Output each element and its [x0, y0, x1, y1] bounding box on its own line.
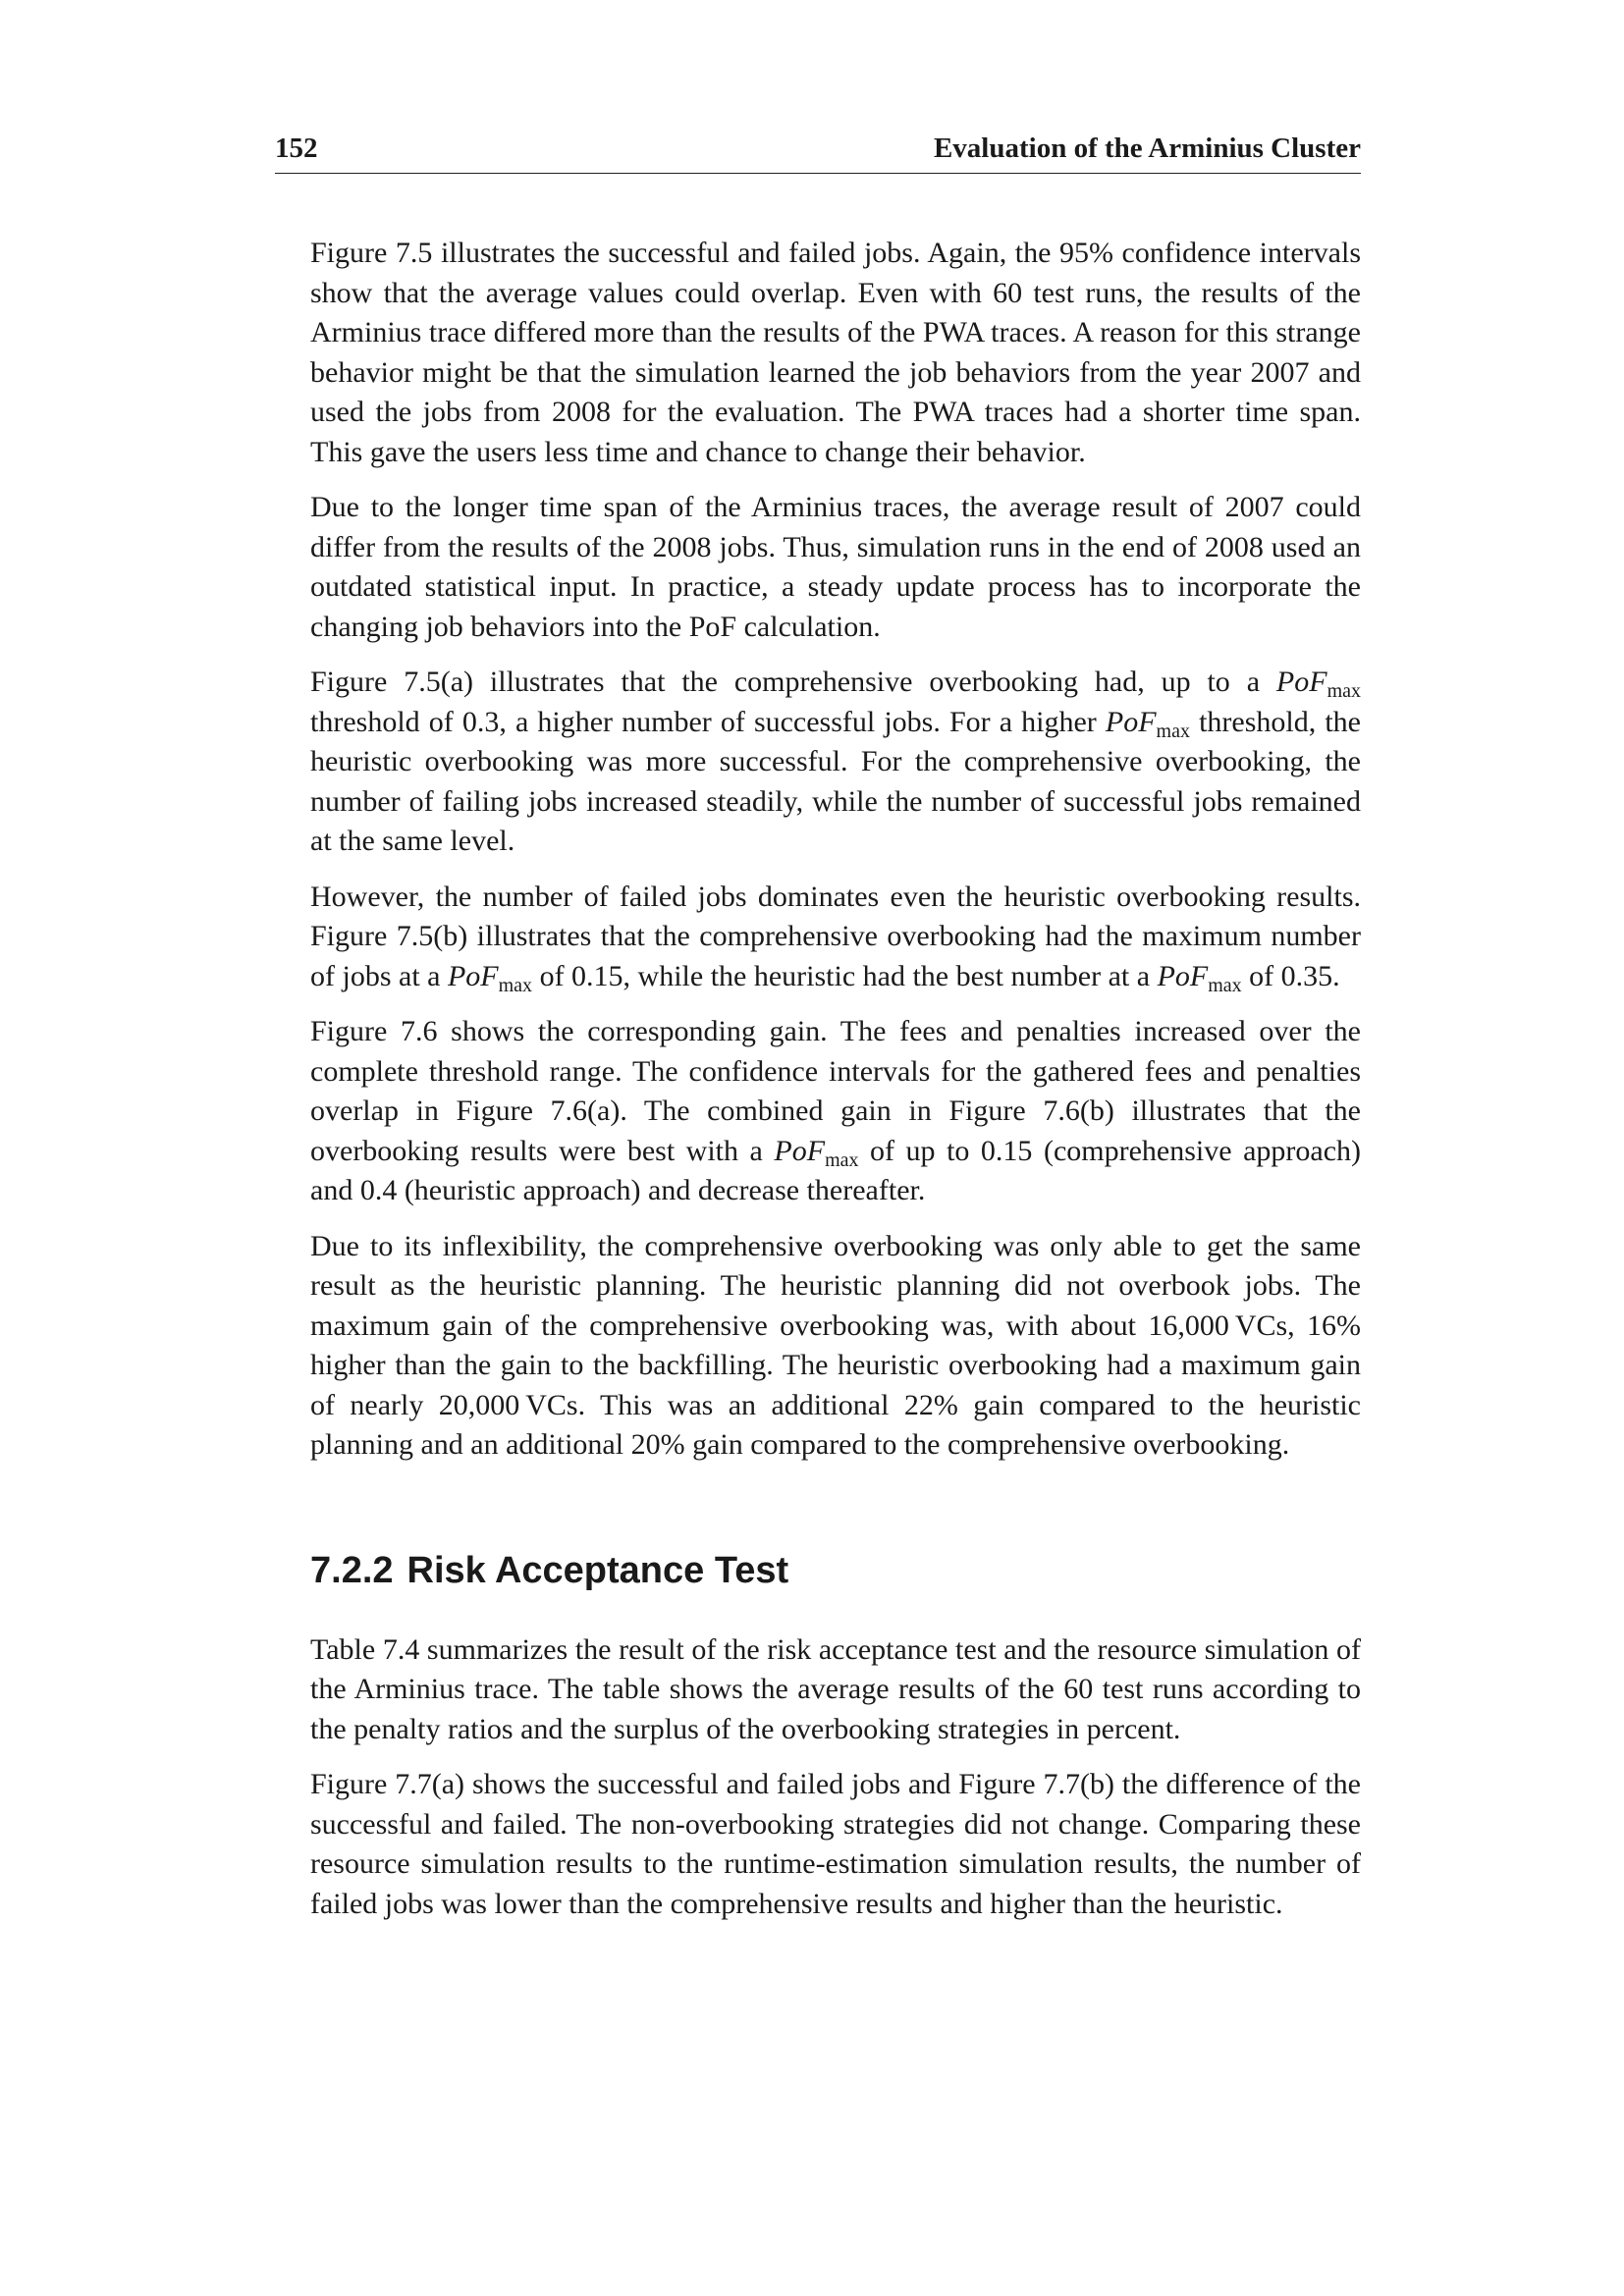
text-run: Due to the longer time span of the Arminius traces, the average result of 2007 could differ from the results of the 2008 jobs. Thus, simulation runs in the end of 2008 used an outdated statistical input. In practice, a steady update process has to incorporate the changing job behaviors into the PoF calculation.	[310, 491, 1361, 643]
text-run: Figure 7.7(a) shows the successful and failed jobs and Figure 7.7(b) the difference of the successful and failed. The non-overbooking strategies did not change. Comparing these resource simulation results to the runtime-estimation simulation results, the number of failed jobs was lower than the comprehensive results and higher than the heuristic.	[310, 1768, 1361, 1920]
pof-max-symbol	[447, 959, 533, 996]
text-run: threshold, the heuristic overbooking was more successful. For the comprehensive overbooking, the number of failing jobs increased steadily, while the number of successful jobs remained at the same level.	[310, 705, 1361, 857]
page-number: 152	[275, 133, 318, 164]
text-run: Figure 7.5 illustrates the successful and failed jobs. Again, the 95% confidence intervals show that the average values could overlap. Even with 60 test runs, the results of the Arminius trace differed more than the results of the PWA traces. A reason for this strange behavior might be that the simulation learned the job behaviors from the year 2007 and used the jobs from 2008 for the evaluation. The PWA traces had a shorter time span. This gave the users less time and chance to change their behavior.	[310, 237, 1361, 468]
paragraph	[310, 234, 1361, 472]
text-run: of 0.15, while the heuristic had the best number at a	[532, 959, 1158, 992]
text-run: of up to 0.15 (comprehensive approach) and 0.4 (heuristic approach) and decrease thereafter.	[310, 1134, 1362, 1206]
page-header	[275, 130, 1361, 174]
text-run: of 0.35.	[1241, 959, 1340, 992]
paragraph	[310, 1630, 1361, 1750]
text-run: Table 7.4 summarizes the result of the risk acceptance test and the resource simulation of the Arminius trace. The table shows the average results of the 60 test runs according to the penalty ratios and the surplus of the overbooking strategies in percent.	[310, 1632, 1361, 1745]
pof-symbol: PoF	[1105, 705, 1157, 738]
paragraph	[310, 878, 1361, 997]
max-subscript: max	[1326, 680, 1361, 702]
paragraphs-after-section	[310, 1630, 1361, 1925]
pof-max-symbol	[1157, 959, 1242, 996]
max-subscript: max	[1156, 720, 1190, 742]
max-subscript: max	[1208, 974, 1242, 996]
pof-symbol: PoF	[1275, 666, 1327, 698]
body-text	[310, 234, 1361, 1940]
paragraph	[310, 663, 1361, 862]
text-run: Figure 7.6 shows the corresponding gain. The fees and penalties increased over the complete threshold range. The confidence intervals for the gathered fees and penalties overlap in Figure 7.6(a). The combined gain in Figure 7.6(b) illustrates that the overbooking results were best with a	[310, 1015, 1361, 1167]
running-title: Evaluation of the Arminius Cluster	[933, 133, 1361, 164]
pof-symbol: PoF	[1157, 959, 1209, 992]
section-heading	[310, 1548, 1361, 1593]
text-run: Due to its inflexibility, the comprehensive overbooking was only able to get the same result as the heuristic planning. The heuristic planning did not overbook jobs. The maximum gain of the comprehensive overbooking was, with about 16,000 VCs, 16% higher than the gain to the backfilling. The heuristic overbooking had a maximum gain of nearly 20,000 VCs. This was an additional 22% gain compared to the heuristic planning and an additional 20% gain compared to the comprehensive overbooking.	[310, 1229, 1361, 1461]
pof-max-symbol	[774, 1134, 859, 1171]
paragraph	[310, 488, 1361, 647]
max-subscript: max	[825, 1148, 859, 1171]
max-subscript: max	[498, 974, 533, 996]
paragraph	[310, 1012, 1361, 1211]
section-title: Risk Acceptance Test	[406, 1549, 789, 1591]
text-run: Figure 7.5(a) illustrates that the comprehensive overbooking had, up to a	[310, 666, 1276, 698]
paragraphs-before-section	[310, 234, 1361, 1466]
paragraph	[310, 1765, 1361, 1924]
pof-symbol: PoF	[447, 959, 499, 992]
text-run: threshold of 0.3, a higher number of successful jobs. For a higher	[310, 705, 1106, 738]
paragraph	[310, 1227, 1361, 1466]
pof-symbol: PoF	[774, 1134, 826, 1167]
text-run: However, the number of failed jobs dominates even the heuristic overbooking results. Figure 7.5(b) illustrates that the comprehensive overbooking had the maximum number of jobs at a	[310, 880, 1361, 992]
pof-max-symbol	[1105, 705, 1190, 742]
section-number: 7.2.2	[310, 1549, 394, 1591]
pof-max-symbol	[1275, 666, 1361, 702]
